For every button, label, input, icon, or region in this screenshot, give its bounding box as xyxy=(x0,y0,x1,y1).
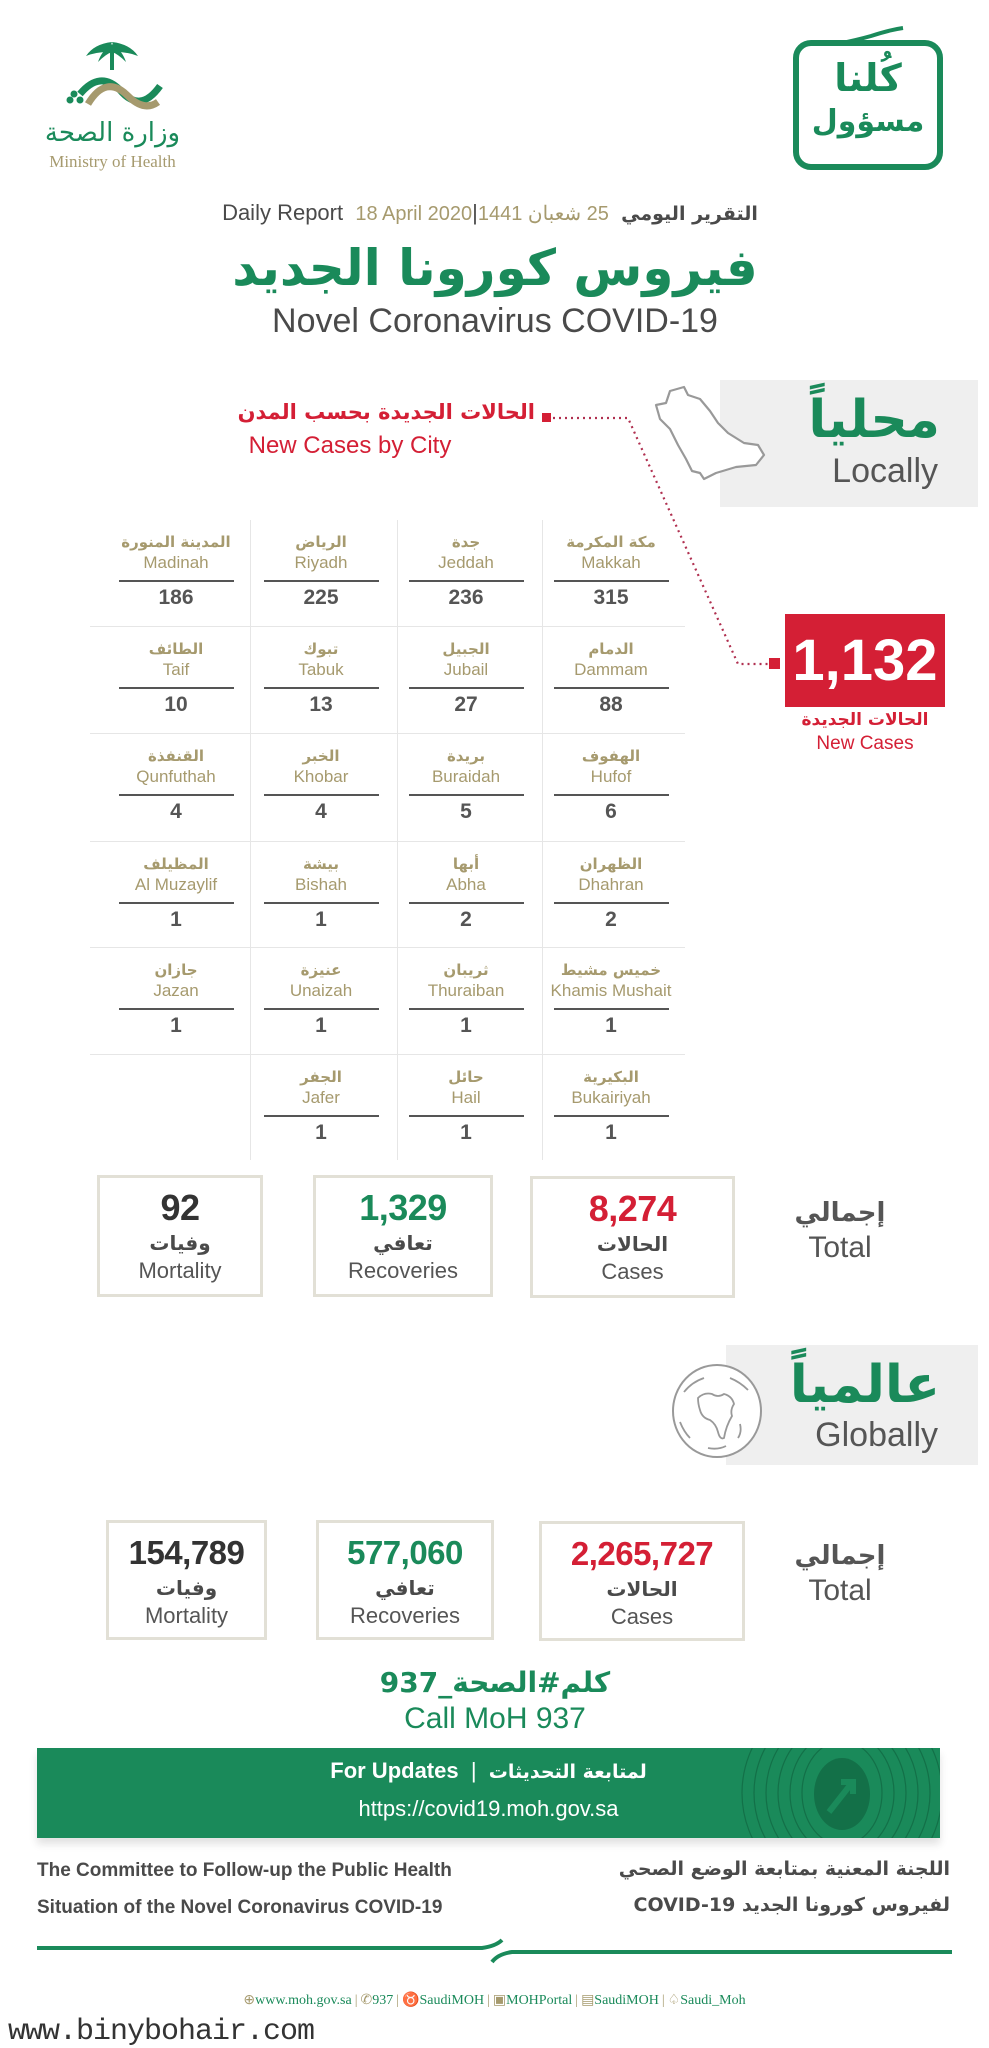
city-divider xyxy=(264,1008,379,1010)
city-name-en: Khamis Mushait xyxy=(550,981,672,1000)
report-label-ar: التقرير اليومي xyxy=(621,203,758,225)
city-divider xyxy=(264,902,379,904)
city-name-en: Qunfuthah xyxy=(136,767,216,786)
city-name-ar: خميس مشيط xyxy=(560,961,662,979)
committee-en-line-2: Situation of the Novel Coronavirus COVID-19 xyxy=(37,1897,443,1918)
city-name-en: Jubail xyxy=(443,660,489,679)
city-case-count: 13 xyxy=(309,693,333,716)
moh-name-en: Ministry of Health xyxy=(49,152,176,171)
social-link[interactable]: www.moh.gov.sa xyxy=(255,1993,352,2008)
wave-divider xyxy=(37,1936,952,1966)
globe-icon: ⊕ xyxy=(243,1993,256,2008)
city-name-ar: الظهران xyxy=(579,855,643,873)
city-name-ar: الرياض xyxy=(295,533,347,551)
campaign-line-1: كُلنا xyxy=(834,56,902,100)
local-total-en: Total xyxy=(808,1231,872,1264)
city-section-title-en: New Cases by City xyxy=(248,432,452,459)
city-case-count: 1 xyxy=(460,1014,472,1037)
city-case-count: 1 xyxy=(315,1014,327,1037)
city-divider xyxy=(554,1115,669,1117)
city-divider xyxy=(409,687,524,689)
local-total-ar: إجمالي xyxy=(794,1198,886,1228)
city-name-ar: عنيزة xyxy=(300,961,342,979)
city-case-count: 186 xyxy=(158,586,194,609)
city-divider xyxy=(119,580,234,582)
city-name-ar: بيشة xyxy=(302,855,340,873)
city-name-ar: الدمام xyxy=(588,640,634,658)
local-recoveries-value: 1,329 xyxy=(359,1187,447,1228)
city-case-count: 88 xyxy=(599,693,623,716)
global-mortality-label-en: Mortality xyxy=(144,1603,229,1628)
global-mortality-box xyxy=(106,1520,267,1640)
city-case-count: 1 xyxy=(315,1121,327,1144)
call-hashtag-ar: كلم#الصحة_937 xyxy=(379,1666,611,1699)
global-cases-label-ar: الحالات xyxy=(606,1577,678,1601)
city-divider xyxy=(409,1115,524,1117)
city-case-count: 1 xyxy=(605,1121,617,1144)
updates-url-link[interactable]: https://covid19.moh.gov.sa xyxy=(358,1796,619,1821)
city-name-ar: بريدة xyxy=(446,747,486,765)
city-divider xyxy=(119,687,234,689)
locally-heading-ar: محلياً xyxy=(808,390,940,450)
globally-heading-en: Globally xyxy=(815,1416,938,1454)
connector-end-marker xyxy=(769,658,780,669)
banner-title-ar: لمتابعة التحديثات xyxy=(488,1761,647,1783)
banner-title xyxy=(37,1758,940,1784)
city-name-ar: أبها xyxy=(452,855,480,873)
city-divider xyxy=(554,687,669,689)
call-moh-en: Call MoH 937 xyxy=(404,1702,586,1735)
banner-divider: | xyxy=(470,1758,477,1783)
city-cell xyxy=(392,842,540,948)
date-hijri: 25 شعبان 1441 xyxy=(477,203,609,225)
locally-heading-en: Locally xyxy=(832,452,938,490)
city-case-count: 4 xyxy=(315,800,327,823)
social-link[interactable]: SaudiMOH xyxy=(419,1993,485,2008)
youtube-icon: ▣ xyxy=(492,1993,507,2008)
facebook-icon: ▤ xyxy=(581,1993,595,2008)
city-name-en: Bishah xyxy=(295,875,347,894)
social-link[interactable]: Saudi_Moh xyxy=(680,1993,746,2008)
city-cell xyxy=(392,520,540,626)
global-mortality-value: 154,789 xyxy=(128,1534,245,1571)
new-cases-label-en: New Cases xyxy=(816,733,914,754)
global-recoveries-value: 577,060 xyxy=(347,1534,463,1571)
local-cases-box xyxy=(530,1176,735,1298)
city-divider xyxy=(409,794,524,796)
city-name-en: Bukairiyah xyxy=(571,1088,651,1107)
city-name-ar: مكة المكرمة xyxy=(566,533,656,551)
city-name-en: Riyadh xyxy=(294,553,348,572)
global-mortality-label-ar: وفيات xyxy=(155,1576,218,1600)
city-divider xyxy=(554,580,669,582)
city-divider xyxy=(554,794,669,796)
city-name-en: Hufof xyxy=(590,767,632,786)
city-name-en: Makkah xyxy=(581,553,641,572)
city-name-ar: ثريبان xyxy=(443,961,489,979)
city-cell xyxy=(392,948,540,1054)
city-name-en: Unaizah xyxy=(289,981,353,1000)
city-divider xyxy=(264,580,379,582)
city-cell xyxy=(247,948,395,1054)
city-cell xyxy=(102,948,250,1054)
city-name-en: Khobar xyxy=(293,767,349,786)
city-name-en: Hail xyxy=(451,1088,481,1107)
local-recoveries-label-en: Recoveries xyxy=(347,1258,459,1283)
new-cases-value: 1,132 xyxy=(785,614,945,707)
local-recoveries-label-ar: تعافي xyxy=(373,1231,433,1255)
local-mortality-label-en: Mortality xyxy=(138,1258,222,1283)
city-name-ar: جازان xyxy=(154,961,198,979)
global-total-en: Total xyxy=(808,1574,872,1607)
city-name-en: Taif xyxy=(162,660,190,679)
social-link[interactable]: SaudiMOH xyxy=(594,1993,659,2008)
global-recoveries-box xyxy=(316,1520,494,1640)
city-divider xyxy=(119,902,234,904)
city-divider xyxy=(554,902,669,904)
local-cases-label-en: Cases xyxy=(601,1259,664,1284)
page-title-en: Novel Coronavirus COVID-19 xyxy=(272,302,718,340)
moh-name-ar: وزارة الصحة xyxy=(44,118,181,148)
phone-icon: ✆ xyxy=(360,1993,373,2008)
city-cell xyxy=(247,627,395,733)
committee-en-line-1: The Committee to Follow-up the Public Health xyxy=(37,1860,452,1881)
snapchat-icon: ♤ xyxy=(667,1993,681,2008)
local-total-label xyxy=(785,1195,895,1265)
city-name-en: Dhahran xyxy=(578,875,644,894)
city-name-en: Abha xyxy=(446,875,486,894)
city-divider xyxy=(409,1008,524,1010)
city-case-count: 1 xyxy=(170,1014,182,1037)
city-case-count: 1 xyxy=(605,1014,617,1037)
watermark: www.binybohair.com xyxy=(8,2015,315,2048)
city-case-count: 225 xyxy=(303,586,339,609)
city-case-count: 315 xyxy=(593,586,629,609)
committee-ar-line-1: اللجنة المعنية بمتابعة الوضع الصحي xyxy=(618,1858,950,1880)
updates-banner[interactable] xyxy=(37,1748,940,1838)
city-cell xyxy=(247,734,395,840)
report-label-en: Daily Report xyxy=(222,200,344,225)
city-divider xyxy=(409,902,524,904)
local-cases-value: 8,274 xyxy=(588,1188,677,1229)
local-recoveries-box xyxy=(313,1175,493,1297)
city-divider xyxy=(264,1115,379,1117)
city-case-count: 10 xyxy=(164,693,188,716)
local-mortality-label-ar: وفيات xyxy=(149,1231,211,1255)
city-cell xyxy=(537,1055,685,1161)
global-cases-value: 2,265,727 xyxy=(570,1535,714,1572)
city-cell xyxy=(392,627,540,733)
city-case-count: 6 xyxy=(605,800,617,823)
city-cell xyxy=(537,734,685,840)
city-case-count: 2 xyxy=(460,908,472,931)
global-total-ar: إجمالي xyxy=(794,1541,886,1571)
city-cell xyxy=(247,520,395,626)
city-name-en: Buraidah xyxy=(431,767,501,786)
global-total-label xyxy=(785,1538,895,1608)
social-separator: | xyxy=(487,1993,490,2008)
twitter-icon: ♉ xyxy=(402,1993,420,2008)
city-name-en: Dammam xyxy=(574,660,648,679)
city-divider xyxy=(554,1008,669,1010)
campaign-line-2: مسؤول xyxy=(811,104,925,139)
connector-start-marker xyxy=(542,413,551,422)
social-links xyxy=(150,1992,839,2009)
globally-heading-ar: عالمياً xyxy=(789,1355,940,1415)
city-name-ar: الجبيل xyxy=(442,640,490,658)
new-cases-label-ar: الحالات الجديدة xyxy=(801,710,929,730)
city-cell xyxy=(102,520,250,626)
local-mortality-value: 92 xyxy=(160,1187,200,1228)
social-separator: | xyxy=(396,1993,400,2008)
city-name-en: Madinah xyxy=(143,553,209,572)
report-date-line: Daily Report 18 April 2020|25 شعبان 1441 التقرير اليومي xyxy=(222,200,758,225)
city-divider xyxy=(119,1008,234,1010)
city-name-ar: المظيلف xyxy=(143,855,209,873)
city-name-en: Jafer xyxy=(302,1088,340,1107)
city-cell xyxy=(537,842,685,948)
city-cell xyxy=(537,948,685,1054)
city-case-count: 1 xyxy=(315,908,327,931)
city-case-count: 4 xyxy=(170,800,182,823)
city-name-ar: البكيرية xyxy=(583,1068,639,1086)
city-cell xyxy=(537,627,685,733)
city-case-count: 236 xyxy=(448,586,484,609)
city-cell xyxy=(392,734,540,840)
city-name-ar: الطائف xyxy=(148,640,204,658)
city-name-en: Al Muzaylif xyxy=(134,875,218,894)
city-name-ar: تبوك xyxy=(303,640,339,658)
committee-ar-line-2: لفيروس كورونا الجديد COVID-19 xyxy=(633,1894,950,1916)
city-cell xyxy=(102,627,250,733)
campaign-logo xyxy=(793,40,943,170)
city-case-count: 27 xyxy=(454,693,478,716)
city-case-count: 2 xyxy=(605,908,617,931)
local-cases-label-ar: الحالات xyxy=(596,1232,669,1256)
city-name-en: Tabuk xyxy=(298,660,344,679)
page-title-ar: فيروس كورونا الجديد xyxy=(232,239,758,297)
city-cell xyxy=(102,734,250,840)
local-mortality-box xyxy=(97,1175,263,1297)
city-cell xyxy=(392,1055,540,1161)
social-separator: | xyxy=(575,1993,579,2008)
social-link[interactable]: MOHPortal xyxy=(506,1993,573,2008)
city-name-en: Jazan xyxy=(153,981,199,1000)
social-separator: | xyxy=(661,1993,665,2008)
city-divider xyxy=(264,687,379,689)
city-name-ar: المدينة المنورة xyxy=(121,533,231,551)
social-link[interactable]: 937 xyxy=(372,1993,394,2008)
city-case-count: 1 xyxy=(460,1121,472,1144)
city-divider xyxy=(264,794,379,796)
city-name-ar: الهفوف xyxy=(581,747,641,765)
city-cell xyxy=(247,842,395,948)
city-name-ar: الجفر xyxy=(300,1068,342,1086)
city-name-ar: جدة xyxy=(451,533,481,551)
city-section-title-ar: الحالات الجديدة بحسب المدن xyxy=(237,400,535,424)
global-cases-box xyxy=(539,1521,745,1641)
global-recoveries-label-en: Recoveries xyxy=(349,1603,461,1628)
social-separator: | xyxy=(354,1993,358,2008)
global-recoveries-label-ar: تعافي xyxy=(375,1576,435,1600)
city-case-count: 5 xyxy=(460,800,472,823)
city-cell xyxy=(537,520,685,626)
city-name-en: Thuraiban xyxy=(427,981,505,1000)
date-gregorian: 18 April 2020 xyxy=(355,203,473,225)
city-name-ar: حائل xyxy=(448,1068,484,1086)
city-cell xyxy=(247,1055,395,1161)
global-cases-label-en: Cases xyxy=(610,1604,674,1629)
banner-title-en: For Updates xyxy=(330,1758,459,1783)
city-case-count: 1 xyxy=(170,908,182,931)
city-cell xyxy=(102,842,250,948)
city-cases-grid xyxy=(90,520,685,1160)
city-name-ar: القنفذة xyxy=(147,747,204,765)
city-divider xyxy=(409,580,524,582)
city-name-en: Jeddah xyxy=(438,553,494,572)
city-name-ar: الخبر xyxy=(302,747,340,765)
city-divider xyxy=(119,794,234,796)
